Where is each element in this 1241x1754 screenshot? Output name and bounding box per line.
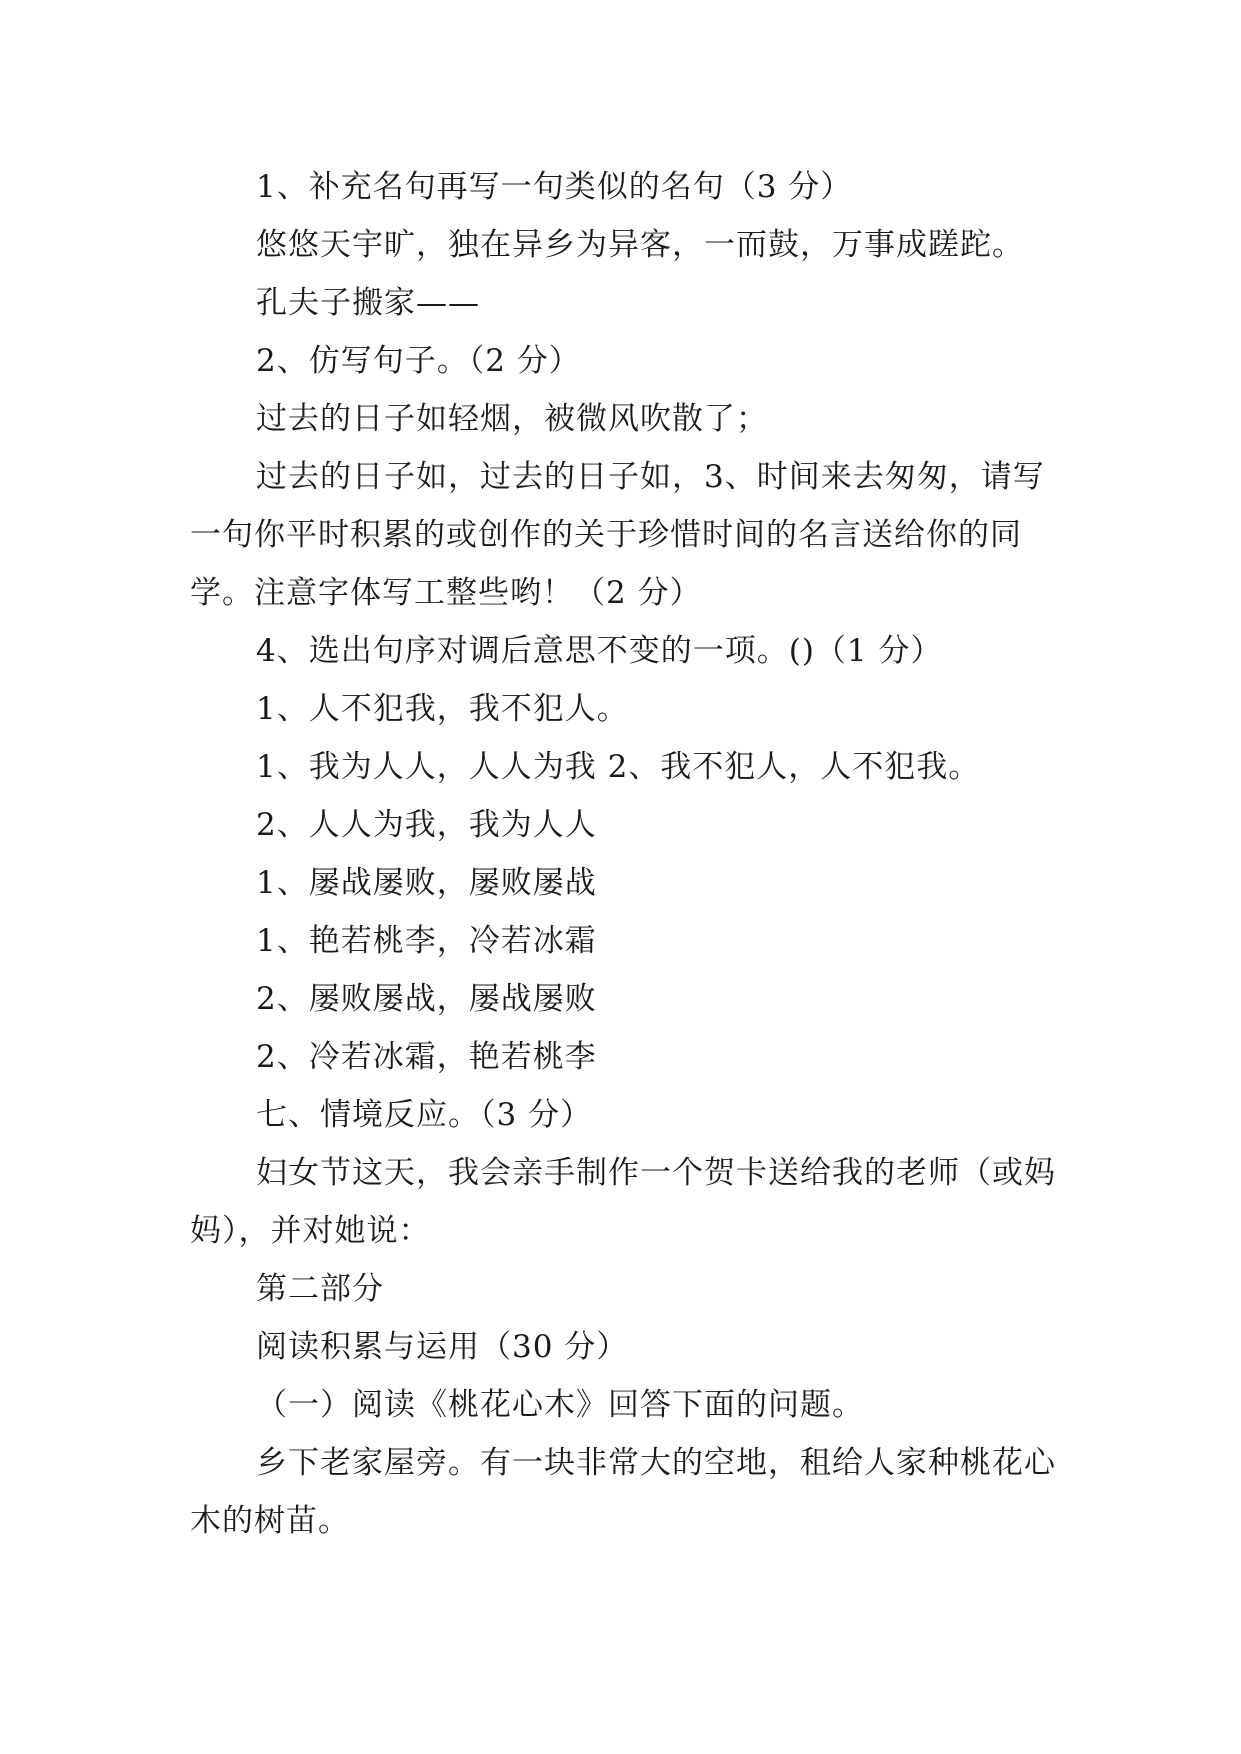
paragraph-1: 1、补充名句再写一句类似的名句（3 分） <box>256 169 853 205</box>
document-body <box>190 158 1060 1550</box>
paragraph-8: 1、人不犯我，我不犯人。 <box>256 691 629 727</box>
paragraph-9: 1、我为人人，人人为我 2、我不犯人，人不犯我。 <box>256 749 981 785</box>
paragraph-10: 2、人人为我，我为人人 <box>256 807 597 843</box>
paragraph-11: 1、屡战屡败，屡败屡战 <box>256 865 597 901</box>
paragraph-18: 阅读积累与运用（30 分） <box>256 1329 629 1365</box>
paragraph-4: 2、仿写句子。（2 分） <box>256 343 581 379</box>
paragraph-2: 悠悠天宇旷，独在异乡为异客，一而鼓，万事成蹉跎。 <box>256 227 1024 263</box>
paragraph-17: 第二部分 <box>256 1271 384 1307</box>
paragraph-5: 过去的日子如轻烟，被微风吹散了； <box>256 401 768 437</box>
paragraph-19: （一）阅读《桃花心木》回答下面的问题。 <box>256 1387 864 1423</box>
paragraph-20: 乡下老家屋旁。有一块非常大的空地，租给人家种桃花心木的树苗。 <box>190 1445 1056 1539</box>
paragraph-3: 孔夫子搬家—— <box>256 285 480 321</box>
paragraph-14: 2、冷若冰霜，艳若桃李 <box>256 1039 597 1075</box>
paragraph-12: 1、艳若桃李，冷若冰霜 <box>256 923 597 959</box>
paragraph-6: 过去的日子如，过去的日子如，3、时间来去匆匆，请写一句你平时积累的或创作的关于珍惜时间的名言送给你的同学。注意字体写工整些哟！（2 分） <box>190 459 1045 611</box>
paragraph-13: 2、屡败屡战，屡战屡败 <box>256 981 597 1017</box>
paragraph-7: 4、选出句序对调后意思不变的一项。()（1 分） <box>256 633 943 669</box>
paragraph-15: 七、情境反应。（3 分） <box>256 1097 593 1133</box>
paragraph-16: 妇女节这天，我会亲手制作一个贺卡送给我的老师（或妈妈），并对她说： <box>190 1155 1056 1249</box>
